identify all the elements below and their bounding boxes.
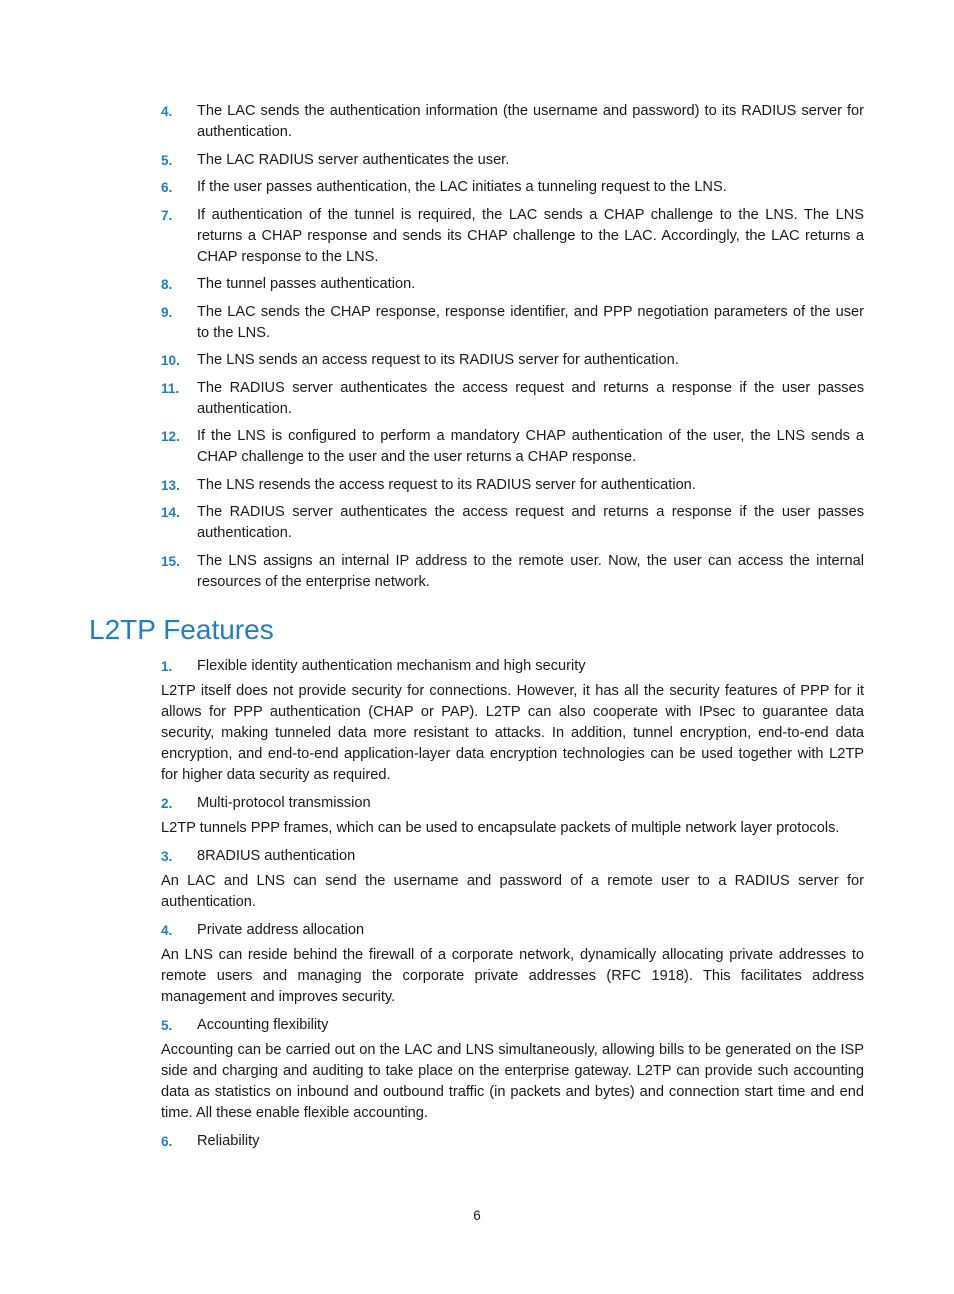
step-number: 7. — [161, 207, 173, 223]
feature-number: 6. — [161, 1134, 173, 1149]
step-text: The LNS resends the access request to its RADIUS server for authentication. — [197, 476, 696, 493]
step-text: The LNS sends an access request to its RADIUS server for authentication. — [197, 352, 679, 368]
step-number: 10. — [161, 353, 180, 368]
step-number: 14. — [161, 505, 180, 520]
feature-item — [161, 1015, 864, 1036]
list-item — [161, 551, 864, 593]
feature-title: Reliability — [197, 1133, 260, 1149]
feature-item — [161, 846, 864, 867]
section-heading: L2TP Features — [89, 614, 274, 645]
list-item — [161, 150, 864, 171]
step-text: If the LNS is configured to perform a mandatory CHAP authentication of the user, the LNS sends a CHAP challenge to the user and the user returns a CHAP response. — [197, 428, 864, 465]
step-number: 9. — [161, 304, 173, 320]
feature-description: An LAC and LNS can send the username and password of a remote user to a RADIUS server for authentication. — [161, 873, 864, 910]
step-number: 4. — [161, 104, 173, 119]
feature-title: Flexible identity authentication mechanism and high security — [197, 658, 586, 674]
step-text: The LAC RADIUS server authenticates the user. — [197, 151, 510, 168]
step-text: The tunnel passes authentication. — [197, 276, 416, 292]
step-number: 12. — [161, 429, 180, 444]
feature-title: Accounting flexibility — [197, 1017, 329, 1033]
page-number: 6 — [473, 1208, 481, 1223]
procedure-steps-list — [161, 101, 864, 599]
feature-description: An LNS can reside behind the firewall of a corporate network, dynamically allocating private addresses to remote users and managing the corporate private addresses (RFC 1918). This facilitates address management and improves security. — [161, 947, 864, 1005]
list-item — [161, 302, 864, 344]
step-text: If the user passes authentication, the LAC initiates a tunneling request to the LNS. — [197, 179, 727, 195]
list-item — [161, 378, 864, 420]
list-item — [161, 502, 864, 544]
feature-description: L2TP tunnels PPP frames, which can be used to encapsulate packets of multiple network layer protocols. — [161, 820, 840, 836]
step-number: 15. — [161, 553, 180, 569]
feature-title: Multi-protocol transmission — [197, 795, 371, 811]
step-text: The LAC sends the authentication information (the username and password) to its RADIUS server for authentication. — [197, 103, 864, 140]
list-item — [161, 475, 864, 496]
feature-description: L2TP itself does not provide security for connections. However, it has all the security features of PPP for it allows for PPP authentication (CHAP or PAP). L2TP can also cooperate with IPsec to guarantee data security, making tunneled data more resistant to attacks. In addition, tunnel encryption, end-to-end data encryption, and end-to-end application-layer data encryption technologies can be used together with L2TP for higher data security as required. — [161, 683, 864, 783]
feature-item — [161, 920, 864, 941]
step-number: 13. — [161, 477, 180, 493]
list-item — [161, 274, 864, 295]
step-text: The RADIUS server authenticates the access request and returns a response if the user passes authentication. — [197, 379, 864, 417]
list-item — [161, 350, 864, 371]
list-item — [161, 177, 864, 198]
feature-number: 1. — [161, 659, 173, 674]
list-item — [161, 205, 864, 268]
features-list — [161, 656, 864, 1156]
step-number: 11. — [161, 380, 180, 396]
feature-item — [161, 793, 864, 814]
list-item — [161, 101, 864, 143]
step-number: 8. — [161, 277, 173, 292]
feature-item — [161, 656, 864, 677]
feature-number: 4. — [161, 923, 173, 938]
feature-number: 5. — [161, 1018, 173, 1033]
step-number: 5. — [161, 152, 173, 168]
feature-number: 3. — [161, 849, 173, 864]
step-text: The LAC sends the CHAP response, response identifier, and PPP negotiation parameters of the user to the LNS. — [197, 303, 864, 341]
step-text: The LNS assigns an internal IP address to the remote user. Now, the user can access the internal resources of the enterprise network. — [197, 552, 864, 590]
feature-item — [161, 1131, 864, 1152]
feature-title: Private address allocation — [197, 922, 365, 938]
feature-number: 2. — [161, 796, 173, 811]
step-text: The RADIUS server authenticates the access request and returns a response if the user passes authentication. — [197, 504, 864, 541]
feature-title: 8RADIUS authentication — [197, 848, 356, 864]
step-text: If authentication of the tunnel is required, the LAC sends a CHAP challenge to the LNS. The LNS returns a CHAP response and sends its CHAP challenge to the LAC. Accordingly, the LAC returns a CHAP response to the LNS. — [197, 206, 864, 265]
feature-description: Accounting can be carried out on the LAC and LNS simultaneously, allowing bills to be generated on the ISP side and charging and auditing to take place on the enterprise gateway. L2TP can provide such accounting data as statistics on inbound and outbound traffic (in packets and bytes) and connection start time and end time. All these enable flexible accounting. — [161, 1042, 864, 1121]
list-item — [161, 426, 864, 468]
step-number: 6. — [161, 180, 173, 195]
